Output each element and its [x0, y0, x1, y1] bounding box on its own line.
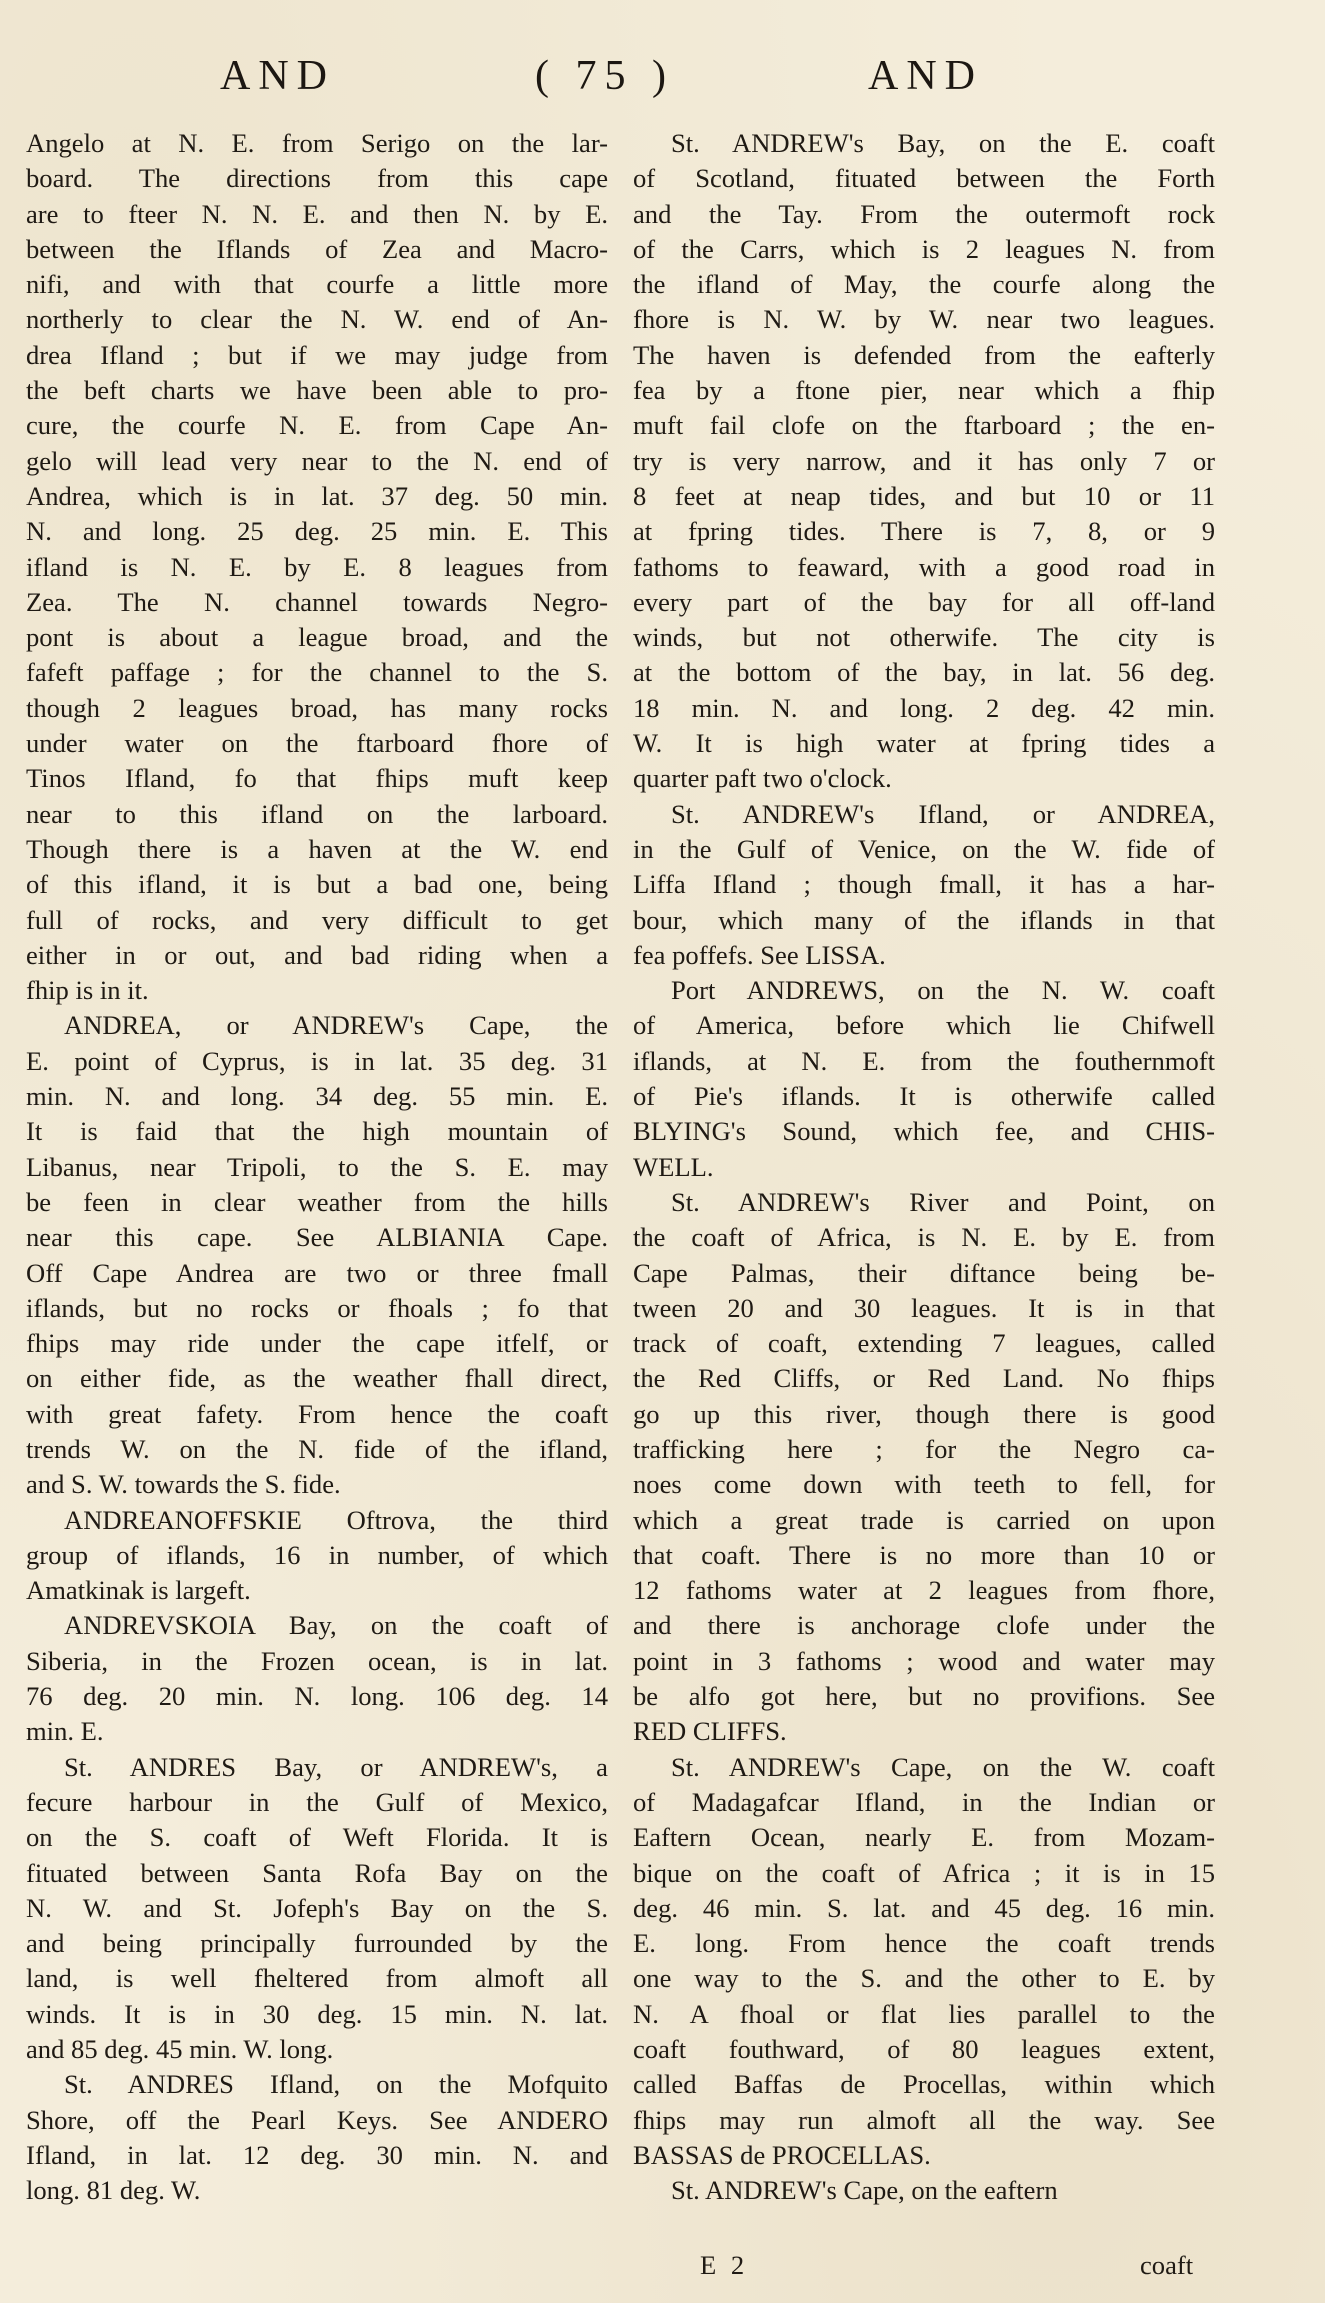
text-line: St. ANDREW's River and Point, on [671, 1186, 1215, 1217]
text-line: BASSAS de PROCELLAS. [633, 2139, 931, 2170]
header-left-word: AND [220, 53, 335, 99]
text-line: tween 20 and 30 leagues. It is in that [633, 1292, 1215, 1323]
text-line: Port ANDREWS, on the N. W. coaft [671, 975, 1215, 1006]
text-line: called Baffas de Procellas, within which [633, 2069, 1215, 2100]
text-line: ANDREVSKOIA Bay, on the coaft of [64, 1610, 608, 1641]
header-right-word: AND [868, 53, 983, 99]
text-line: of Pie's iflands. It is otherwife called [633, 1081, 1215, 1112]
text-line: ifland is N. E. by E. 8 leagues from [26, 551, 608, 582]
text-line: Siberia, in the Frozen ocean, is in lat. [26, 1645, 608, 1676]
right-column [633, 126, 1215, 2209]
text-line: with great fafety. From hence the coaft [26, 1398, 608, 1429]
text-line: W. It is high water at fpring tides a [633, 728, 1215, 759]
text-line: 76 deg. 20 min. N. long. 106 deg. 14 [26, 1681, 608, 1712]
text-line: Tinos Ifland, fo that fhips muft keep [26, 763, 608, 794]
page-footer [0, 2250, 1325, 2290]
text-line: 18 min. N. and long. 2 deg. 42 min. [633, 692, 1215, 723]
text-line: St. ANDREW's Bay, on the E. coaft [671, 128, 1215, 158]
text-line: 12 fathoms water at 2 leagues from fhore, [633, 1575, 1215, 1606]
text-line: fafeft paffage ; for the channel to the S. [26, 657, 608, 688]
text-line: and 85 deg. 45 min. W. long. [26, 2034, 334, 2065]
text-line: every part of the bay for all off-land [633, 586, 1215, 617]
text-line: ANDREANOFFSKIE Oftrova, the third [64, 1504, 608, 1535]
text-line: Zea. The N. channel towards Negro- [26, 586, 608, 617]
text-line: fituated between Santa Rofa Bay on the [26, 1857, 608, 1888]
text-line: long. 81 deg. W. [26, 2175, 201, 2206]
text-line: and the Tay. From the outermoft rock [633, 198, 1215, 229]
text-line: between the Iflands of Zea and Macro- [26, 233, 608, 264]
text-line: point in 3 fathoms ; wood and water may [633, 1645, 1215, 1676]
text-line: the beft charts we have been able to pro- [26, 375, 608, 406]
text-line: St. ANDRES Ifland, on the Mofquito [64, 2069, 608, 2100]
text-line: bour, which many of the iflands in that [633, 904, 1215, 935]
text-line: drea Ifland ; but if we may judge from [26, 339, 608, 370]
text-line: of Madagafcar Ifland, in the Indian or [633, 1786, 1215, 1817]
text-line: muft fail clofe on the ftarboard ; the en- [633, 410, 1215, 441]
text-line: Ifland, in lat. 12 deg. 30 min. N. and [26, 2139, 608, 2170]
text-line: in the Gulf of Venice, on the W. fide of [633, 833, 1215, 864]
text-line: though 2 leagues broad, has many rocks [26, 692, 608, 723]
text-line: that coaft. There is no more than 10 or [633, 1539, 1215, 1570]
text-line: nifi, and with that courfe a little more [26, 269, 608, 300]
text-line: fecure harbour in the Gulf of Mexico, [26, 1786, 608, 1817]
text-line: fhip is in it. [26, 975, 149, 1006]
text-line: trends W. on the N. fide of the ifland, [26, 1433, 608, 1464]
running-header [0, 52, 1325, 112]
text-line: gelo will lead very near to the N. end of [26, 445, 608, 476]
text-line: St. ANDREW's Ifland, or ANDREA, [671, 798, 1215, 829]
text-line: iflands, but no rocks or fhoals ; fo that [26, 1292, 608, 1323]
catchword: coaft [1140, 2250, 1194, 2280]
text-line: one way to the S. and the other to E. by [633, 1963, 1215, 1994]
text-line: fathoms to feaward, with a good road in [633, 551, 1215, 582]
text-line: pont is about a league broad, and the [26, 622, 608, 653]
text-line: Shore, off the Pearl Keys. See ANDERO [26, 2104, 608, 2135]
left-column [26, 126, 608, 2209]
text-line: under water on the ftarboard fhore of [26, 728, 608, 759]
text-line: quarter paft two o'clock. [633, 763, 892, 794]
text-line: Andrea, which is in lat. 37 deg. 50 min. [26, 480, 608, 511]
text-line: Amatkinak is largeft. [26, 1575, 251, 1606]
text-line: land, is well fheltered from almoft all [26, 1963, 608, 1994]
text-line: deg. 46 min. S. lat. and 45 deg. 16 min. [633, 1892, 1215, 1923]
text-line: full of rocks, and very difficult to get [26, 904, 608, 935]
text-line: the Red Cliffs, or Red Land. No fhips [633, 1363, 1215, 1394]
text-line: be feen in clear weather from the hills [26, 1186, 608, 1217]
text-line: the ifland of May, the courfe along the [633, 269, 1215, 300]
text-line: It is faid that the high mountain of [26, 1116, 608, 1147]
text-line: be alfo got here, but no provifions. See [633, 1681, 1215, 1712]
text-line: of this ifland, it is but a bad one, being [26, 869, 608, 900]
text-line: northerly to clear the N. W. end of An- [26, 304, 608, 335]
text-line: ANDREA, or ANDREW's Cape, the [64, 1010, 608, 1041]
text-line: and S. W. towards the S. fide. [26, 1469, 341, 1500]
text-line: at fpring tides. There is 7, 8, or 9 [633, 516, 1215, 547]
text-line: on the S. coaft of Weft Florida. It is [26, 1822, 608, 1853]
text-line: min. N. and long. 34 deg. 55 min. E. [26, 1081, 608, 1112]
text-line: are to fteer N. N. E. and then N. by E. [26, 198, 608, 229]
text-line: noes come down with teeth to fell, for [633, 1469, 1215, 1500]
text-line: fhips may ride under the cape itfelf, or [26, 1328, 608, 1359]
text-line: Liffa Ifland ; though fmall, it has a har- [633, 869, 1215, 900]
text-line: group of iflands, 16 in number, of which [26, 1539, 608, 1570]
signature-mark: E 2 [700, 2250, 749, 2280]
text-line: The haven is defended from the eafterly [633, 339, 1215, 370]
text-line: which a great trade is carried on upon [633, 1504, 1215, 1535]
text-line: winds. It is in 30 deg. 15 min. N. lat. [26, 1998, 608, 2029]
text-line: trafficking here ; for the Negro ca- [633, 1433, 1215, 1464]
text-line: cure, the courfe N. E. from Cape An- [26, 410, 608, 441]
text-line: fhore is N. W. by W. near two leagues. [633, 304, 1215, 335]
text-line: St. ANDRES Bay, or ANDREW's, a [64, 1751, 608, 1782]
text-line: either in or out, and bad riding when a [26, 939, 608, 970]
text-line: BLYING's Sound, which fee, and CHIS- [633, 1116, 1215, 1147]
text-line: N. W. and St. Jofeph's Bay on the S. [26, 1892, 608, 1923]
text-line: go up this river, though there is good [633, 1398, 1215, 1429]
text-line: N. A fhoal or flat lies parallel to the [633, 1998, 1215, 2029]
text-line: the coaft of Africa, is N. E. by E. from [633, 1222, 1215, 1253]
text-line: min. E. [26, 1716, 104, 1747]
text-line: track of coaft, extending 7 leagues, called [633, 1328, 1215, 1359]
text-line: near this cape. See ALBIANIA Cape. [26, 1222, 608, 1253]
text-line: near to this ifland on the larboard. [26, 798, 608, 829]
text-line: and being principally furrounded by the [26, 1928, 608, 1959]
text-line: fhips may run almoft all the way. See [633, 2104, 1215, 2135]
text-line: of the Carrs, which is 2 leagues N. from [633, 233, 1215, 264]
text-line: St. ANDREW's Cape, on the eaftern [671, 2175, 1058, 2206]
text-line: WELL. [633, 1151, 714, 1182]
text-line: fea poffefs. See LISSA. [633, 939, 886, 970]
page-number: ( 75 ) [535, 53, 674, 99]
text-line: coaft fouthward, of 80 leagues extent, [633, 2034, 1215, 2065]
text-line: Though there is a haven at the W. end [26, 833, 608, 864]
text-line: Off Cape Andrea are two or three fmall [26, 1257, 608, 1288]
text-line: try is very narrow, and it has only 7 or [633, 445, 1215, 476]
text-line: of America, before which lie Chifwell [633, 1010, 1215, 1041]
text-line: Cape Palmas, their diftance being be- [633, 1257, 1215, 1288]
text-line: on either fide, as the weather fhall direct, [26, 1363, 608, 1394]
text-line: winds, but not otherwife. The city is [633, 622, 1215, 653]
text-line: fea by a ftone pier, near which a fhip [633, 375, 1215, 406]
text-line: of Scotland, fituated between the Forth [633, 163, 1215, 194]
text-line: E. long. From hence the coaft trends [633, 1928, 1215, 1959]
text-line: Eaftern Ocean, nearly E. from Mozam- [633, 1822, 1215, 1853]
text-line: Libanus, near Tripoli, to the S. E. may [26, 1151, 608, 1182]
text-line: and there is anchorage clofe under the [633, 1610, 1215, 1641]
text-line: bique on the coaft of Africa ; it is in 15 [633, 1857, 1215, 1888]
text-line: board. The directions from this cape [26, 163, 608, 194]
text-line: N. and long. 25 deg. 25 min. E. This [26, 516, 608, 547]
text-line: Angelo at N. E. from Serigo on the lar- [26, 128, 608, 158]
text-line: E. point of Cyprus, is in lat. 35 deg. 31 [26, 1045, 608, 1076]
text-line: iflands, at N. E. from the fouthernmoft [633, 1045, 1215, 1076]
text-line: 8 feet at neap tides, and but 10 or 11 [633, 480, 1215, 511]
text-line: St. ANDREW's Cape, on the W. coaft [671, 1751, 1215, 1782]
text-line: RED CLIFFS. [633, 1716, 787, 1747]
text-line: at the bottom of the bay, in lat. 56 deg. [633, 657, 1215, 688]
